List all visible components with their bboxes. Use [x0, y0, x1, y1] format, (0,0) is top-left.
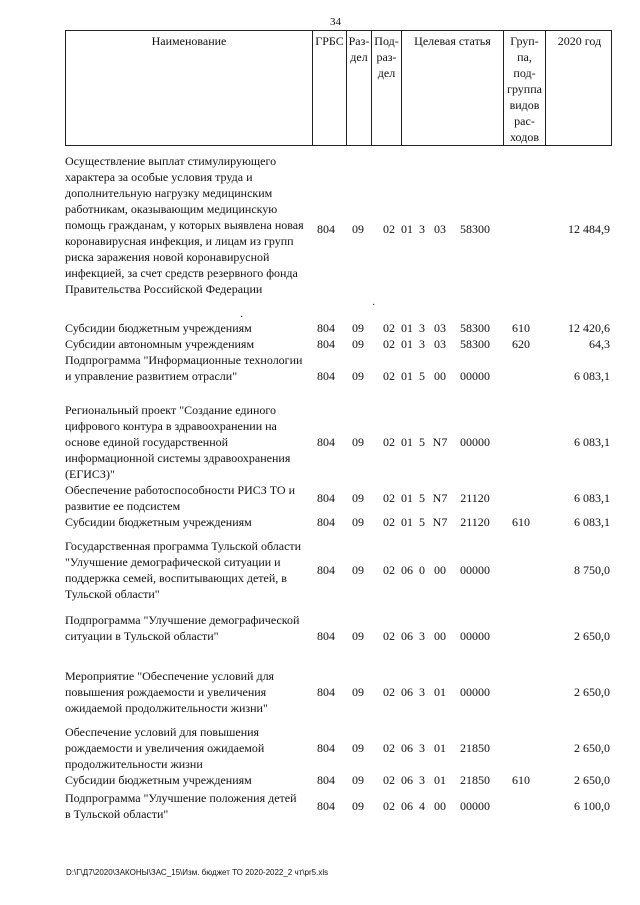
row-amount: 6 100,0 [574, 799, 610, 813]
row-subprogram: 3 [419, 685, 425, 699]
row-razdel: 09 [352, 222, 364, 236]
row-name: Подпрограмма "Улучшение демографической ситуации в Тульской области" [65, 613, 300, 643]
row-podrazdel: 02 [383, 741, 395, 755]
row-amount: 2 650,0 [574, 741, 610, 755]
row-event: N7 [432, 515, 448, 529]
row-name: Государственная программа Тульской области "Улучшение демографической ситуации и поддержка семей, воспитывающих детей, в Тульской области" [65, 539, 302, 601]
row-name: Субсидии бюджетным учреждениям [65, 773, 252, 787]
row-grbs: 804 [317, 629, 335, 643]
row-grbs: 804 [317, 685, 335, 699]
row-program: 06 [401, 685, 413, 699]
row-name: Обеспечение условий для повышения рождаемости и увеличения ожидаемой продолжительности жизни [65, 725, 265, 771]
row-podrazdel: 02 [383, 799, 395, 813]
row-grbs: 804 [317, 491, 335, 505]
row-name: Обеспечение работоспособности РИСЗ ТО и развитие ее подсистем [65, 483, 296, 513]
row-direction: 00000 [460, 629, 490, 643]
row-amount: 2 650,0 [574, 629, 610, 643]
row-podrazdel: 02 [383, 629, 395, 643]
row-razdel: 09 [352, 773, 364, 787]
row-direction: 58300 [460, 222, 490, 236]
row-podrazdel: 02 [383, 321, 395, 335]
row-podrazdel: 02 [383, 491, 395, 505]
row-amount: 6 083,1 [574, 435, 610, 449]
scan-speck: · [240, 312, 244, 323]
row-amount: 6 083,1 [574, 515, 610, 529]
row-razdel: 09 [352, 337, 364, 351]
row-event: N7 [432, 435, 448, 449]
row-direction: 00000 [460, 435, 490, 449]
row-razdel: 09 [352, 369, 364, 383]
header-expense-group: Груп- па, под- группа видов рас- ходов [504, 31, 546, 145]
row-grbs: 804 [317, 741, 335, 755]
row-expense-type: 610 [512, 515, 530, 529]
row-name: Субсидии бюджетным учреждениям [65, 515, 252, 529]
table-row [65, 153, 612, 313]
row-program: 01 [401, 321, 413, 335]
row-event: 01 [434, 685, 446, 699]
row-razdel: 09 [352, 685, 364, 699]
row-amount: 12 484,9 [568, 222, 610, 236]
row-program: 06 [401, 563, 413, 577]
row-podrazdel: 02 [383, 563, 395, 577]
row-direction: 00000 [460, 369, 490, 383]
row-event: 03 [434, 337, 446, 351]
row-grbs: 804 [317, 435, 335, 449]
row-program: 01 [401, 337, 413, 351]
row-amount: 6 083,1 [574, 369, 610, 383]
row-amount: 12 420,6 [568, 321, 610, 335]
row-podrazdel: 02 [383, 369, 395, 383]
row-name: Субсидии автономным учреждениям [65, 337, 255, 351]
row-grbs: 804 [317, 369, 335, 383]
row-amount: 8 750,0 [574, 563, 610, 577]
row-razdel: 09 [352, 491, 364, 505]
row-event: 00 [434, 629, 446, 643]
row-podrazdel: 02 [383, 337, 395, 351]
row-amount: 64,3 [589, 337, 610, 351]
file-path-footer: D:\Г\Д7\2020\ЗАКОНЫ\ЗАС_15\Изм. бюджет ТО 2020-2022_2 чт\pr5.xls [66, 868, 329, 877]
row-event: N7 [432, 491, 448, 505]
row-podrazdel: 02 [383, 515, 395, 529]
row-program: 01 [401, 222, 413, 236]
row-direction: 58300 [460, 321, 490, 335]
row-direction: 00000 [460, 563, 490, 577]
row-razdel: 09 [352, 741, 364, 755]
row-razdel: 09 [352, 799, 364, 813]
row-direction: 00000 [460, 685, 490, 699]
header-razdel: Раз- дел [347, 31, 372, 145]
row-subprogram: 3 [419, 741, 425, 755]
row-program: 06 [401, 741, 413, 755]
row-podrazdel: 02 [383, 685, 395, 699]
row-program: 01 [401, 491, 413, 505]
row-subprogram: 3 [419, 773, 425, 787]
row-subprogram: 5 [419, 369, 425, 383]
row-direction: 21850 [460, 773, 490, 787]
row-grbs: 804 [317, 773, 335, 787]
row-razdel: 09 [352, 629, 364, 643]
page-number: 34 [330, 16, 341, 28]
row-direction: 21120 [460, 515, 490, 529]
row-subprogram: 3 [419, 321, 425, 335]
row-subprogram: 3 [419, 337, 425, 351]
header-podrazdel: Под- раз- дел [372, 31, 402, 145]
row-grbs: 804 [317, 515, 335, 529]
row-direction: 58300 [460, 337, 490, 351]
row-event: 00 [434, 563, 446, 577]
row-program: 01 [401, 515, 413, 529]
row-event: 00 [434, 799, 446, 813]
row-program: 01 [401, 369, 413, 383]
row-event: 03 [434, 321, 446, 335]
row-razdel: 09 [352, 563, 364, 577]
row-program: 06 [401, 773, 413, 787]
row-name: Субсидии бюджетным учреждениям [65, 321, 252, 335]
row-direction: 21120 [460, 491, 490, 505]
row-grbs: 804 [317, 563, 335, 577]
row-event: 01 [434, 773, 446, 787]
row-name: Подпрограмма "Улучшение положения детей в Тульской области" [65, 791, 297, 821]
row-direction: 21850 [460, 741, 490, 755]
row-subprogram: 5 [419, 491, 425, 505]
row-expense-type: 620 [512, 337, 530, 351]
row-subprogram: 3 [419, 222, 425, 236]
row-grbs: 804 [317, 222, 335, 236]
row-grbs: 804 [317, 799, 335, 813]
row-expense-type: 610 [512, 773, 530, 787]
row-podrazdel: 02 [383, 773, 395, 787]
row-event: 00 [434, 369, 446, 383]
row-subprogram: 0 [419, 563, 425, 577]
row-name: Осуществление выплат стимулирующего характера за особые условия труда и дополнительную нагрузку медицинским работникам, оказывающим медицинскую помощь гражданам, у которых выявлена новая коронавирусная инфекция, и лицам из групп риска заражения новой коронавирусной инфекцией, за счет средств резервного фонда Правительства Российской Федерации [65, 154, 304, 296]
header-target-article: Целевая статья [402, 31, 504, 145]
row-grbs: 804 [317, 321, 335, 335]
row-subprogram: 5 [419, 515, 425, 529]
row-amount: 2 650,0 [574, 685, 610, 699]
row-name: Мероприятие "Обеспечение условий для повышения рождаемости и увеличения ожидаемой продолжительности жизни" [65, 669, 275, 715]
row-subprogram: 4 [419, 799, 425, 813]
row-razdel: 09 [352, 515, 364, 529]
row-podrazdel: 02 [383, 222, 395, 236]
row-name: Региональный проект "Создание единого цифрового контура в здравоохранении на основе единой государственной информационной системы здравоохранения (ЕГИСЗ)" [65, 403, 291, 481]
row-subprogram: 3 [419, 629, 425, 643]
table-header [65, 30, 612, 146]
row-grbs: 804 [317, 337, 335, 351]
row-amount: 2 650,0 [574, 773, 610, 787]
header-name: Наименование [66, 31, 313, 145]
row-expense-type: 610 [512, 321, 530, 335]
header-grbs: ГРБС [313, 31, 347, 145]
row-event: 03 [434, 222, 446, 236]
row-razdel: 09 [352, 435, 364, 449]
row-direction: 00000 [460, 799, 490, 813]
row-program: 06 [401, 799, 413, 813]
header-year: 2020 год [557, 34, 602, 48]
row-subprogram: 5 [419, 435, 425, 449]
row-podrazdel: 02 [383, 435, 395, 449]
scan-speck: · [372, 300, 376, 311]
row-event: 01 [434, 741, 446, 755]
row-program: 01 [401, 435, 413, 449]
row-razdel: 09 [352, 321, 364, 335]
row-name: Подпрограмма "Информационные технологии и управление развитием отрасли" [65, 353, 303, 383]
row-program: 06 [401, 629, 413, 643]
row-amount: 6 083,1 [574, 491, 610, 505]
